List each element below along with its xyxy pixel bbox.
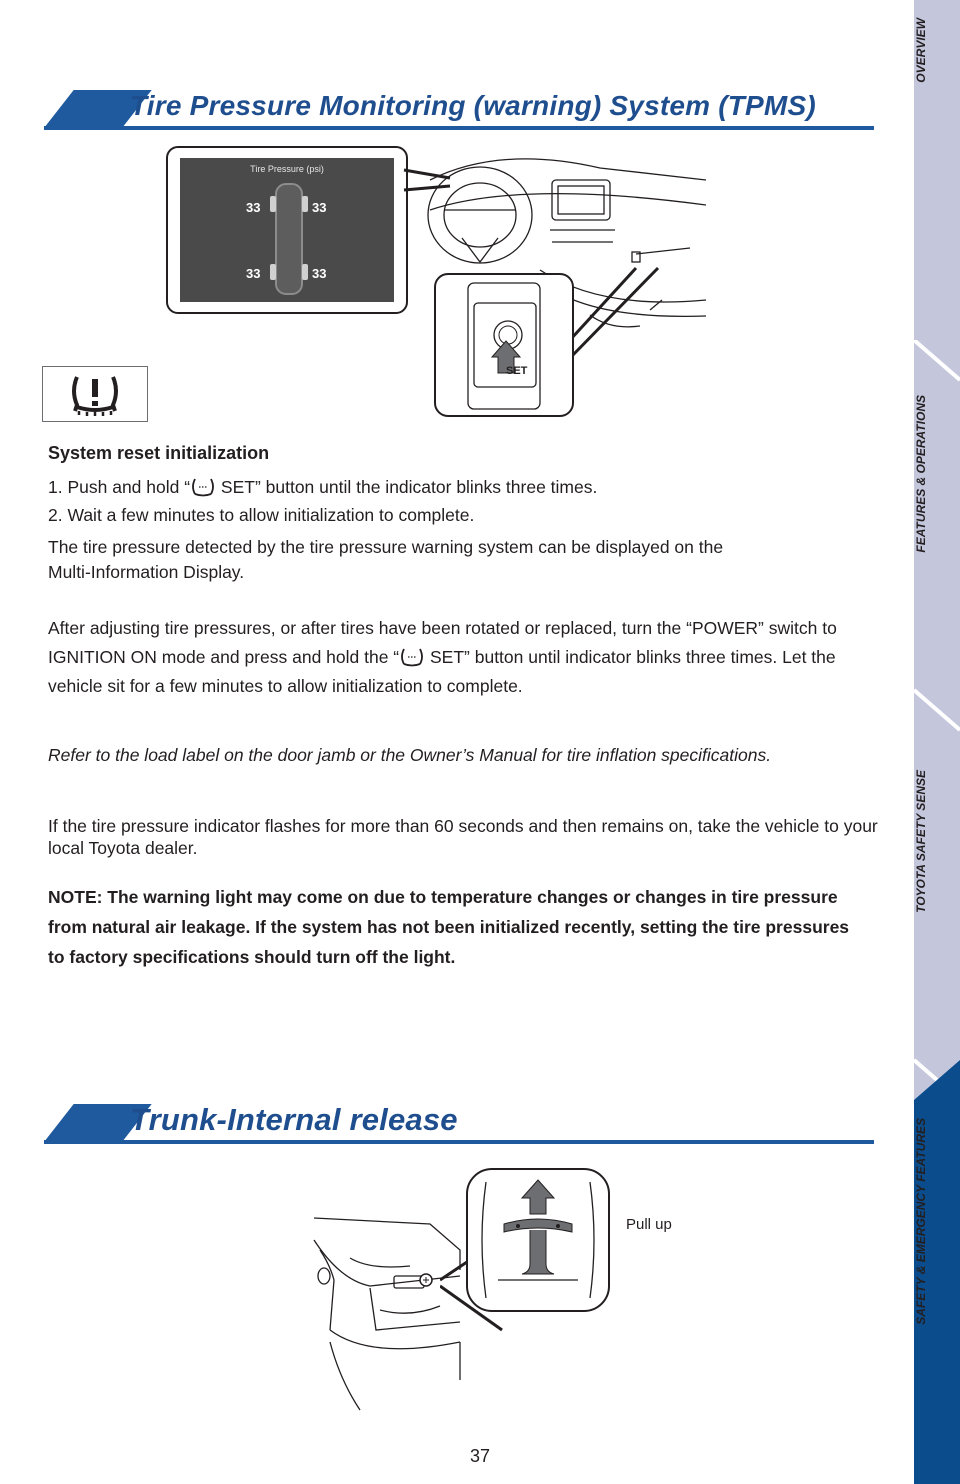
tpms-warning-icon: [43, 367, 147, 421]
refer-note: Refer to the load label on the door jamb or the Owner’s Manual for tire inflation specifications.: [48, 745, 772, 765]
side-tab-bar: [914, 0, 960, 1484]
display-note: The tire pressure detected by the tire pressure warning system can be displayed on the Multi-Information Display.: [48, 537, 724, 582]
reset-step-2: 2. Wait a few minutes to allow initialization to complete.: [48, 505, 475, 525]
set-button-callout: [434, 273, 574, 417]
reset-step-1: [48, 474, 808, 501]
reset-step-1-start: 1. Push and hold “: [48, 477, 191, 497]
trunk-release-callout: [466, 1168, 610, 1312]
trunk-section-heading: [44, 1104, 874, 1144]
display-title: Tire Pressure (psi): [250, 164, 324, 174]
side-tab-overview[interactable]: [914, 0, 960, 340]
pull-up-label: Pull up: [626, 1216, 672, 1233]
side-tab-features-label[interactable]: FEATURES & OPERATIONS: [914, 395, 928, 553]
after-adjust-start: After adjusting tire pressures, or after tires have been rotated or replaced, turn the “POWER” switch to IGNITION ON mode and press and hold the “: [48, 618, 837, 667]
heading-rule: [44, 126, 874, 130]
tpms-set-icon: [190, 477, 216, 497]
side-tab-overview-label: OVERVIEW: [914, 18, 928, 83]
warning-note: NOTE: The warning light may come on due to temperature changes or changes in tire pressure from natural air leakage. If the system has not been initialized recently, setting the tire pressures to factory specifications should turn off the light.: [48, 887, 850, 967]
pressure-rear-right: 33: [312, 266, 327, 281]
set-button-panel: [436, 275, 572, 415]
tire-pressure-display: [166, 146, 408, 314]
tpms-section-heading: [44, 90, 874, 130]
flash-note: If the tire pressure indicator flashes for more than 60 seconds and then remains on, take the vehicle to your local Toyota dealer.: [48, 816, 878, 858]
car-top-view-icon: [270, 180, 308, 298]
reset-step-1-end: SET” button until the indicator blinks three times.: [216, 477, 598, 497]
side-tab-safety-label[interactable]: SAFETY & EMERGENCY FEATURES: [914, 1118, 928, 1325]
after-adjust-paragraph: [48, 614, 870, 701]
trunk-release-lever: [468, 1170, 608, 1310]
pressure-front-right: 33: [312, 200, 327, 215]
tpms-title: Tire Pressure Monitoring (warning) System (TPMS): [130, 90, 816, 121]
tpms-set-icon-inline: [399, 647, 425, 667]
trunk-title: Trunk-Internal release: [130, 1102, 458, 1137]
pressure-front-left: 33: [246, 200, 261, 215]
reset-heading: System reset initialization: [48, 443, 270, 463]
side-tab-tss-label[interactable]: TOYOTA SAFETY SENSE: [914, 770, 928, 913]
pressure-rear-left: 33: [246, 266, 261, 281]
set-button-label[interactable]: SET: [506, 365, 528, 377]
tpms-warning-indicator: [42, 366, 148, 422]
trunk-heading-rule: [44, 1140, 874, 1144]
after-adjust-end: SET” button until indicator blinks three times. Let the vehicle sit for a few minutes to allow initialization to complete.: [48, 647, 836, 696]
page-number: 37: [469, 1446, 491, 1466]
